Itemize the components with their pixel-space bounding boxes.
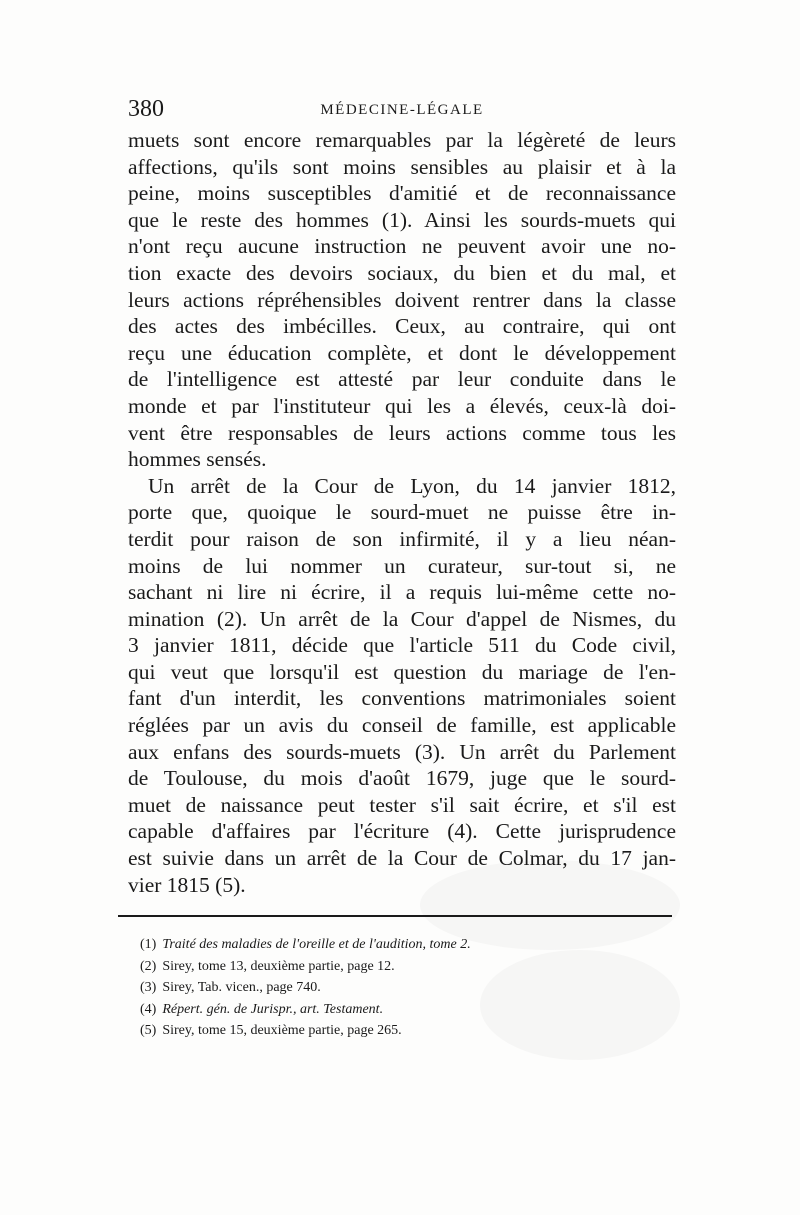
text-line: monde et par l'instituteur qui les a élevés, ceux-là doi- <box>128 393 676 418</box>
footnote-divider <box>118 915 672 917</box>
page-header <box>128 96 676 126</box>
text-line: muet de naissance peut tester s'il sait écrire, et s'il est <box>128 792 676 817</box>
text-line: 3 janvier 1811, décide que l'article 511 du Code civil, <box>128 633 676 658</box>
text-line: peine, moins susceptibles d'amitié et de reconnaissance <box>128 181 676 206</box>
text-line: des actes des imbécilles. Ceux, au contraire, qui ont <box>128 314 676 339</box>
footnote-4 <box>140 999 660 1021</box>
footnote-3 <box>140 977 660 999</box>
text-line: hommes sensés. <box>128 447 267 472</box>
text-line: est suivie dans un arrêt de la Cour de Colmar, du 17 jan- <box>128 846 676 871</box>
text-line: reçu une éducation complète, et dont le développement <box>128 340 676 365</box>
text-line: de l'intelligence est attesté par leur conduite dans le <box>128 367 676 392</box>
text-line: que le reste des hommes (1). Ainsi les sourds-muets qui <box>128 207 676 232</box>
text-line: vier 1815 (5). <box>128 872 246 897</box>
text-line: moins de lui nommer un curateur, sur-tout si, ne <box>128 553 676 578</box>
footnote-marker: (2) <box>140 958 157 974</box>
footnote-1 <box>140 934 660 956</box>
text-line: sachant ni lire ni écrire, il a requis lui-même cette no- <box>128 580 676 605</box>
footnote-marker: (3) <box>140 980 157 995</box>
text-line: tion exacte des devoirs sociaux, du bien et du mal, et <box>128 260 676 285</box>
footnote-marker: (1) <box>140 937 157 952</box>
text-line: muets sont encore remarquables par la légèreté de leurs <box>128 128 676 152</box>
footnote-marker: (4) <box>140 1001 157 1017</box>
text-line: capable d'affaires par l'écriture (4). Cette jurisprudence <box>128 819 676 844</box>
text-line: vent être responsables de leurs actions comme tous les <box>128 420 676 445</box>
footnotes <box>140 934 660 1042</box>
page-number: 380 <box>128 96 164 122</box>
footnote-text: Sirey, tome 13, deuxième partie, page 12. <box>162 958 395 974</box>
text-line: leurs actions répréhensibles doivent rentrer dans la classe <box>128 287 676 312</box>
running-head: MÉDECINE-LÉGALE <box>320 102 484 118</box>
text-line: Un arrêt de la Cour de Lyon, du 14 janvier 1812, <box>148 473 676 498</box>
footnote-marker: (5) <box>140 1023 157 1038</box>
text-line: terdit pour raison de son infirmité, il y a lieu néan- <box>128 526 676 551</box>
footnote-text: Sirey, Tab. vicen., page 740. <box>162 980 321 995</box>
footnote-text: Traité des maladies de l'oreille et de l'audition, tome 2. <box>162 937 471 952</box>
text-line: réglées par un avis du conseil de famille, est applicable <box>128 713 676 738</box>
text-line: n'ont reçu aucune instruction ne peuvent avoir une no- <box>128 234 676 259</box>
text-line: aux enfans des sourds-muets (3). Un arrêt du Parlement <box>128 739 676 764</box>
footnote-5 <box>140 1020 660 1042</box>
text-line: mination (2). Un arrêt de la Cour d'appel de Nismes, du <box>128 606 676 631</box>
text-line: affections, qu'ils sont moins sensibles au plaisir et à la <box>128 154 676 179</box>
body-text <box>128 127 676 898</box>
text-line: de Toulouse, du mois d'août 1679, juge que le sourd- <box>128 766 676 791</box>
text-line: qui veut que lorsqu'il est question du mariage de l'en- <box>128 659 676 684</box>
text-line: fant d'un interdit, les conventions matrimoniales soient <box>128 686 676 711</box>
text-line: porte que, quoique le sourd-muet ne puisse être in- <box>128 500 676 525</box>
footnote-text: Sirey, tome 15, deuxième partie, page 265. <box>162 1023 402 1038</box>
footnote-text: Répert. gén. de Jurispr., art. Testament. <box>162 1001 384 1017</box>
footnote-2 <box>140 956 660 978</box>
